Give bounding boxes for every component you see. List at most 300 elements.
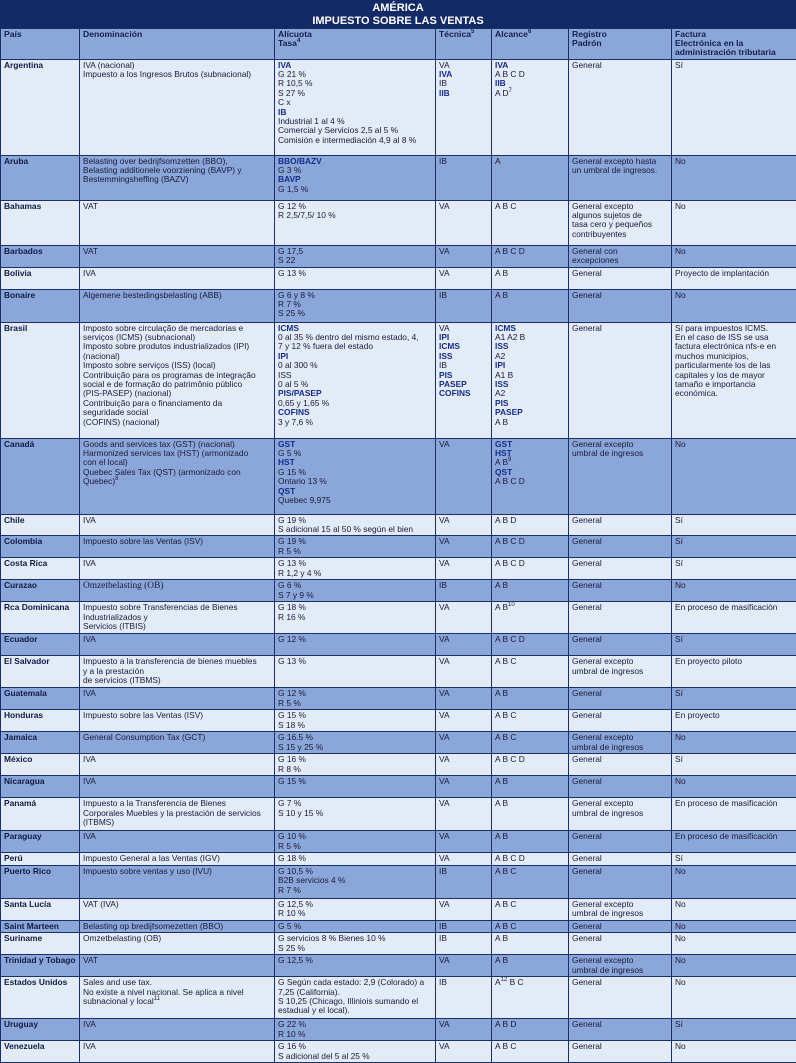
cell-line: A B C D bbox=[495, 755, 565, 764]
cell-line: Imposto sobre circulação de mercadorias e bbox=[83, 324, 271, 333]
cell-line: G 22 % bbox=[278, 1020, 432, 1029]
table-row bbox=[1, 798, 796, 831]
cell-line: Impuesto General a las Ventas (IGV) bbox=[83, 854, 271, 863]
country-cell: Bahamas bbox=[1, 200, 80, 245]
cell-line: R 10 % bbox=[278, 1030, 432, 1039]
cell-line: S 10 y 15 % bbox=[278, 809, 432, 818]
cell-line: IVA bbox=[83, 635, 271, 644]
cell-line: IVA bbox=[83, 269, 271, 278]
factura-cell bbox=[672, 602, 796, 634]
cell-line: G 17,5 bbox=[278, 247, 432, 256]
factura-cell bbox=[672, 514, 796, 536]
registro-cell bbox=[569, 514, 672, 536]
cell-line: General bbox=[572, 324, 668, 333]
tecnica-cell bbox=[436, 514, 492, 536]
cell-line: GST bbox=[495, 440, 565, 449]
cell-line: General excepto bbox=[572, 900, 668, 909]
alicuota-cell bbox=[275, 155, 436, 200]
cell-line: IVA bbox=[83, 1020, 271, 1029]
country-cell: Saint Marteen bbox=[1, 920, 80, 932]
cell-line: VAT bbox=[83, 202, 271, 211]
cell-line: General excepto bbox=[572, 440, 668, 449]
cell-line: S 18 % bbox=[278, 721, 432, 730]
alcance-cell bbox=[492, 865, 569, 898]
table-row bbox=[1, 898, 796, 920]
registro-cell bbox=[569, 1019, 672, 1041]
denominacion-cell bbox=[80, 732, 275, 754]
cell-line: A B C bbox=[495, 657, 565, 666]
cell-line: IPI bbox=[278, 352, 432, 361]
country-cell: México bbox=[1, 754, 80, 776]
denominacion-cell bbox=[80, 977, 275, 1019]
cell-line: Contribuição para o financiamento da bbox=[83, 399, 271, 408]
tecnica-cell bbox=[436, 933, 492, 955]
footnote-ref: 11 bbox=[154, 996, 160, 1002]
cell-line: A B C D bbox=[495, 477, 565, 486]
cell-line: General bbox=[572, 922, 668, 931]
cell-line: R 2,5/7,5/ 10 % bbox=[278, 211, 432, 220]
cell-line: y a la prestación bbox=[83, 667, 271, 676]
alcance-cell bbox=[492, 267, 569, 289]
alcance-cell bbox=[492, 898, 569, 920]
cell-line: Sí bbox=[675, 755, 793, 764]
cell-line: General excepto bbox=[572, 799, 668, 808]
cell-line: VA bbox=[439, 854, 488, 863]
cell-line: R 5 % bbox=[278, 842, 432, 851]
factura-cell bbox=[672, 438, 796, 514]
factura-cell bbox=[672, 798, 796, 831]
factura-cell bbox=[672, 776, 796, 798]
factura-cell bbox=[672, 289, 796, 322]
country-cell: Trinidad y Tobago bbox=[1, 955, 80, 977]
cell-line: General excepto bbox=[572, 657, 668, 666]
cell-line: R 7 % bbox=[278, 886, 432, 895]
cell-line: General bbox=[572, 832, 668, 841]
alicuota-cell bbox=[275, 898, 436, 920]
cell-line: Sí bbox=[675, 61, 793, 70]
factura-cell bbox=[672, 59, 796, 155]
factura-cell bbox=[672, 1019, 796, 1041]
registro-cell bbox=[569, 656, 672, 688]
alicuota-cell bbox=[275, 1041, 436, 1063]
cell-line: General bbox=[572, 559, 668, 568]
cell-line: G 10,5 % bbox=[278, 867, 432, 876]
table-row bbox=[1, 977, 796, 1019]
tecnica-cell bbox=[436, 831, 492, 853]
cell-line: HST bbox=[495, 449, 565, 458]
country-cell: Canadá bbox=[1, 438, 80, 514]
cell-line: Impuesto sobre las Ventas (ISV) bbox=[83, 537, 271, 546]
cell-line: Comercial y Servicios 2,5 al 5 % bbox=[278, 126, 432, 135]
table-row bbox=[1, 634, 796, 656]
footnote-ref: 12 bbox=[501, 977, 508, 983]
factura-cell bbox=[672, 245, 796, 267]
cell-line: General bbox=[572, 581, 668, 590]
denominacion-cell bbox=[80, 865, 275, 898]
cell-line: IVA bbox=[83, 1042, 271, 1051]
alcance-cell bbox=[492, 59, 569, 155]
cell-line: G 21 % bbox=[278, 70, 432, 79]
cell-line: G servicios 8 % Bienes 10 % bbox=[278, 934, 432, 943]
denominacion-cell bbox=[80, 59, 275, 155]
cell-line: No bbox=[675, 1042, 793, 1051]
cell-line: R 1,2 y 4 % bbox=[278, 569, 432, 578]
cell-line: A $B^9$ bbox=[495, 458, 565, 467]
cell-line: tasa cero y pequeños bbox=[572, 220, 668, 229]
cell-line: Sí bbox=[675, 559, 793, 568]
table-row bbox=[1, 656, 796, 688]
country-cell: Suriname bbox=[1, 933, 80, 955]
tecnica-cell bbox=[436, 580, 492, 602]
cell-line: IVA bbox=[83, 689, 271, 698]
cell-line: VA bbox=[439, 202, 488, 211]
cell-line: 0,65 y 1,65 % bbox=[278, 399, 432, 408]
country-cell: Bolivia bbox=[1, 267, 80, 289]
registro-cell bbox=[569, 245, 672, 267]
cell-line: Sí bbox=[675, 537, 793, 546]
tecnica-cell bbox=[436, 776, 492, 798]
factura-cell bbox=[672, 732, 796, 754]
cell-line: A B C D bbox=[495, 70, 565, 79]
cell-line: No bbox=[675, 900, 793, 909]
cell-line: A B C D bbox=[495, 559, 565, 568]
cell-line: IVA (nacional) bbox=[83, 61, 271, 70]
cell-line: VA bbox=[439, 1042, 488, 1051]
cell-line: R 10,5 % bbox=[278, 79, 432, 88]
factura-cell bbox=[672, 536, 796, 558]
denominacion-cell bbox=[80, 853, 275, 865]
cell-line: con el local) bbox=[83, 458, 271, 467]
denominacion-cell bbox=[80, 580, 275, 602]
cell-line: Omzetbelasting (OB) bbox=[83, 581, 271, 591]
country-cell: El Salvador bbox=[1, 656, 80, 688]
cell-line: G 16.5 % bbox=[278, 733, 432, 742]
registro-cell bbox=[569, 634, 672, 656]
alicuota-cell bbox=[275, 438, 436, 514]
denominacion-cell bbox=[80, 688, 275, 710]
cell-line: A B D bbox=[495, 1020, 565, 1029]
tecnica-cell bbox=[436, 1019, 492, 1041]
alicuota-cell bbox=[275, 289, 436, 322]
alicuota-cell bbox=[275, 920, 436, 932]
cell-line: S 7 y 9 % bbox=[278, 591, 432, 600]
cell-line: (PIS-PASEP) (nacional) bbox=[83, 389, 271, 398]
cell-line: General bbox=[572, 537, 668, 546]
factura-cell bbox=[672, 710, 796, 732]
table-row bbox=[1, 831, 796, 853]
registro-cell bbox=[569, 853, 672, 865]
cell-line: G 15 % bbox=[278, 711, 432, 720]
table-row bbox=[1, 1019, 796, 1041]
cell-line: No bbox=[675, 202, 793, 211]
cell-line: A1 A2 B bbox=[495, 333, 565, 342]
country-cell: Colombia bbox=[1, 536, 80, 558]
footnote-ref: 7 bbox=[509, 88, 512, 94]
cell-line: PASEP bbox=[495, 408, 565, 417]
cell-line: S 27 % bbox=[278, 89, 432, 98]
cell-line: 3 y 7,6 % bbox=[278, 418, 432, 427]
alcance-cell bbox=[492, 536, 569, 558]
denominacion-cell bbox=[80, 656, 275, 688]
country-cell: Curazao bbox=[1, 580, 80, 602]
registro-cell bbox=[569, 955, 672, 977]
factura-cell bbox=[672, 754, 796, 776]
cell-line: IB bbox=[439, 361, 488, 370]
alcance-cell bbox=[492, 438, 569, 514]
cell-line: VAT bbox=[83, 247, 271, 256]
cell-line: Imposto sobre serviços (ISS) (local) bbox=[83, 361, 271, 370]
registro-cell bbox=[569, 831, 672, 853]
alicuota-cell bbox=[275, 688, 436, 710]
country-cell: Honduras bbox=[1, 710, 80, 732]
cell-line: S 25 % bbox=[278, 309, 432, 318]
cell-line: A B bbox=[495, 832, 565, 841]
cell-line: G 13 % bbox=[278, 559, 432, 568]
cell-line: A $D^7$ bbox=[495, 89, 565, 98]
cell-line: En proyecto piloto bbox=[675, 657, 793, 666]
alcance-cell bbox=[492, 155, 569, 200]
registro-cell bbox=[569, 438, 672, 514]
country-cell: Puerto Rico bbox=[1, 865, 80, 898]
cell-line: General excepto bbox=[572, 956, 668, 965]
header-alicuota: Alícuota Tasa$^4$ bbox=[275, 29, 436, 60]
alcance-cell bbox=[492, 798, 569, 831]
cell-line: $A^{12}$ B C bbox=[495, 978, 565, 987]
cell-line: VA bbox=[439, 537, 488, 546]
cell-line: IPI bbox=[495, 361, 565, 370]
cell-line: PIS bbox=[439, 371, 488, 380]
alicuota-cell bbox=[275, 831, 436, 853]
cell-line: IB bbox=[439, 581, 488, 590]
denominacion-cell bbox=[80, 558, 275, 580]
table-row bbox=[1, 580, 796, 602]
cell-line: G 18 % bbox=[278, 854, 432, 863]
tecnica-cell bbox=[436, 688, 492, 710]
cell-line: Industrializados y bbox=[83, 613, 271, 622]
country-cell: Aruba bbox=[1, 155, 80, 200]
cell-line: 7,25 (California). bbox=[278, 988, 432, 997]
cell-line: VA bbox=[439, 900, 488, 909]
cell-line: Impuesto a la Transferencia de Bienes bbox=[83, 799, 271, 808]
denominacion-cell bbox=[80, 245, 275, 267]
cell-line: Goods and services tax (GST) (nacional) bbox=[83, 440, 271, 449]
cell-line: G 12,5 % bbox=[278, 900, 432, 909]
table-row bbox=[1, 438, 796, 514]
denominacion-cell bbox=[80, 798, 275, 831]
cell-line: de servicios (ITBMS) bbox=[83, 676, 271, 685]
cell-line: A B bbox=[495, 689, 565, 698]
country-cell: Costa Rica bbox=[1, 558, 80, 580]
table-row bbox=[1, 710, 796, 732]
cell-line: G 1,5 % bbox=[278, 185, 432, 194]
cell-line: ICMS bbox=[278, 324, 432, 333]
cell-line: A B C bbox=[495, 711, 565, 720]
country-cell: Estados Unidos bbox=[1, 977, 80, 1019]
cell-line: Sí bbox=[675, 689, 793, 698]
denominacion-cell bbox=[80, 831, 275, 853]
cell-line: Corporales Muebles y la prestación de servicios bbox=[83, 809, 271, 818]
cell-line: G 12 % bbox=[278, 635, 432, 644]
factura-cell bbox=[672, 955, 796, 977]
alicuota-cell bbox=[275, 267, 436, 289]
cell-line: C x bbox=[278, 98, 432, 107]
denominacion-cell bbox=[80, 1041, 275, 1063]
alicuota-cell bbox=[275, 955, 436, 977]
cell-line: G 15 % bbox=[278, 468, 432, 477]
table-row bbox=[1, 853, 796, 865]
table-row bbox=[1, 754, 796, 776]
cell-line: A B C bbox=[495, 1042, 565, 1051]
cell-line: Impuesto a los Ingresos Brutos (subnacional) bbox=[83, 70, 271, 79]
alicuota-cell bbox=[275, 200, 436, 245]
cell-line: A2 bbox=[495, 389, 565, 398]
cell-line: A B C bbox=[495, 202, 565, 211]
registro-cell bbox=[569, 933, 672, 955]
factura-cell bbox=[672, 322, 796, 438]
registro-cell bbox=[569, 200, 672, 245]
cell-line: IB bbox=[278, 108, 432, 117]
cell-line: algunos sujetos de bbox=[572, 211, 668, 220]
cell-line: Sí bbox=[675, 854, 793, 863]
cell-line: General bbox=[572, 755, 668, 764]
cell-line: General bbox=[572, 777, 668, 786]
alicuota-cell bbox=[275, 710, 436, 732]
tecnica-cell bbox=[436, 322, 492, 438]
registro-cell bbox=[569, 754, 672, 776]
cell-line: 7 y 12 % fuera del estado bbox=[278, 342, 432, 351]
cell-line: En proceso de masificación bbox=[675, 832, 793, 841]
header-factura: Factura Electrónica en la administración tributaria bbox=[672, 29, 796, 60]
alcance-cell bbox=[492, 289, 569, 322]
cell-line: B2B servicios 4 % bbox=[278, 876, 432, 885]
registro-cell bbox=[569, 155, 672, 200]
cell-line: Imposto sobre produtos industrializados (IPI) bbox=[83, 342, 271, 351]
tecnica-cell bbox=[436, 200, 492, 245]
cell-line: IIB bbox=[439, 89, 488, 98]
cell-line: IB bbox=[439, 934, 488, 943]
alicuota-cell bbox=[275, 754, 436, 776]
cell-line: A B D bbox=[495, 516, 565, 525]
tecnica-cell bbox=[436, 59, 492, 155]
cell-line: General excepto hasta bbox=[572, 157, 668, 166]
tecnica-cell bbox=[436, 1041, 492, 1063]
alcance-cell bbox=[492, 977, 569, 1019]
footnote-ref: 10 bbox=[508, 603, 515, 609]
denominacion-cell bbox=[80, 776, 275, 798]
cell-line: GST bbox=[278, 440, 432, 449]
cell-line: General bbox=[572, 867, 668, 876]
cell-line: A B bbox=[495, 269, 565, 278]
cell-line: General bbox=[572, 291, 668, 300]
tecnica-cell bbox=[436, 602, 492, 634]
tecnica-cell bbox=[436, 798, 492, 831]
cell-line: económica. bbox=[675, 389, 793, 398]
cell-line: No bbox=[675, 922, 793, 931]
cell-line: G 13 % bbox=[278, 657, 432, 666]
alicuota-cell bbox=[275, 536, 436, 558]
cell-line: IVA bbox=[83, 832, 271, 841]
cell-line: seguridade social bbox=[83, 408, 271, 417]
table-row bbox=[1, 245, 796, 267]
cell-line: factura electrónica nfs-e en bbox=[675, 342, 793, 351]
cell-line: Sí bbox=[675, 1020, 793, 1029]
cell-line: Impuesto sobre Transferencias de Bienes bbox=[83, 603, 271, 612]
tax-title: IMPUESTO SOBRE LAS VENTAS bbox=[0, 15, 796, 28]
cell-line: IVA bbox=[439, 70, 488, 79]
cell-line: (nacional) bbox=[83, 352, 271, 361]
cell-line: G 15 % bbox=[278, 777, 432, 786]
header-pais: País bbox=[1, 29, 80, 60]
denominacion-cell bbox=[80, 955, 275, 977]
cell-line: No bbox=[675, 247, 793, 256]
cell-line: General bbox=[572, 269, 668, 278]
cell-line: No bbox=[675, 867, 793, 876]
cell-line: G 12,5 % bbox=[278, 956, 432, 965]
cell-line: A1 B bbox=[495, 371, 565, 380]
cell-line: R 5 % bbox=[278, 547, 432, 556]
alcance-cell bbox=[492, 688, 569, 710]
table-body bbox=[1, 59, 796, 1063]
country-cell: Chile bbox=[1, 514, 80, 536]
cell-line: IB bbox=[439, 79, 488, 88]
table-row bbox=[1, 933, 796, 955]
cell-line: IVA bbox=[83, 516, 271, 525]
cell-line: umbral de ingresos bbox=[572, 449, 668, 458]
cell-line: capitales y los de mayor bbox=[675, 371, 793, 380]
region-title: AMÉRICA bbox=[0, 2, 796, 15]
tecnica-cell bbox=[436, 155, 492, 200]
tecnica-cell bbox=[436, 438, 492, 514]
table-row bbox=[1, 920, 796, 932]
alicuota-cell bbox=[275, 634, 436, 656]
table-row bbox=[1, 536, 796, 558]
cell-line: Contribuição para os programas de integração bbox=[83, 371, 271, 380]
table-row bbox=[1, 59, 796, 155]
factura-cell bbox=[672, 898, 796, 920]
cell-line: QST bbox=[495, 468, 565, 477]
factura-cell bbox=[672, 853, 796, 865]
cell-line: No existe a nivel nacional. Se aplica a nivel bbox=[83, 988, 271, 997]
cell-line: Sí para impuestos ICMS. bbox=[675, 324, 793, 333]
cell-line: A B C bbox=[495, 733, 565, 742]
cell-line: Quebec)$^8$ bbox=[83, 477, 271, 486]
table-row bbox=[1, 602, 796, 634]
tecnica-cell bbox=[436, 920, 492, 932]
alicuota-cell bbox=[275, 514, 436, 536]
registro-cell bbox=[569, 776, 672, 798]
tecnica-cell bbox=[436, 977, 492, 1019]
factura-cell bbox=[672, 200, 796, 245]
tecnica-cell bbox=[436, 558, 492, 580]
cell-line: G 6 % bbox=[278, 581, 432, 590]
cell-line: A B C D bbox=[495, 854, 565, 863]
tecnica-cell bbox=[436, 267, 492, 289]
table-row bbox=[1, 322, 796, 438]
table-row bbox=[1, 732, 796, 754]
cell-line: VAT bbox=[83, 956, 271, 965]
cell-line: 0 al 35 % dentro del mismo estado, 4, bbox=[278, 333, 432, 342]
cell-line: Quebec 9,975 bbox=[278, 496, 432, 505]
cell-line: VA bbox=[439, 799, 488, 808]
country-cell: Brasil bbox=[1, 322, 80, 438]
cell-line: General con bbox=[572, 247, 668, 256]
table-row bbox=[1, 776, 796, 798]
table-header-row bbox=[1, 29, 796, 60]
denominacion-cell bbox=[80, 438, 275, 514]
cell-line: VA bbox=[439, 1020, 488, 1029]
alcance-cell bbox=[492, 634, 569, 656]
cell-line: Algemene bestedingsbelasting (ABB) bbox=[83, 291, 271, 300]
